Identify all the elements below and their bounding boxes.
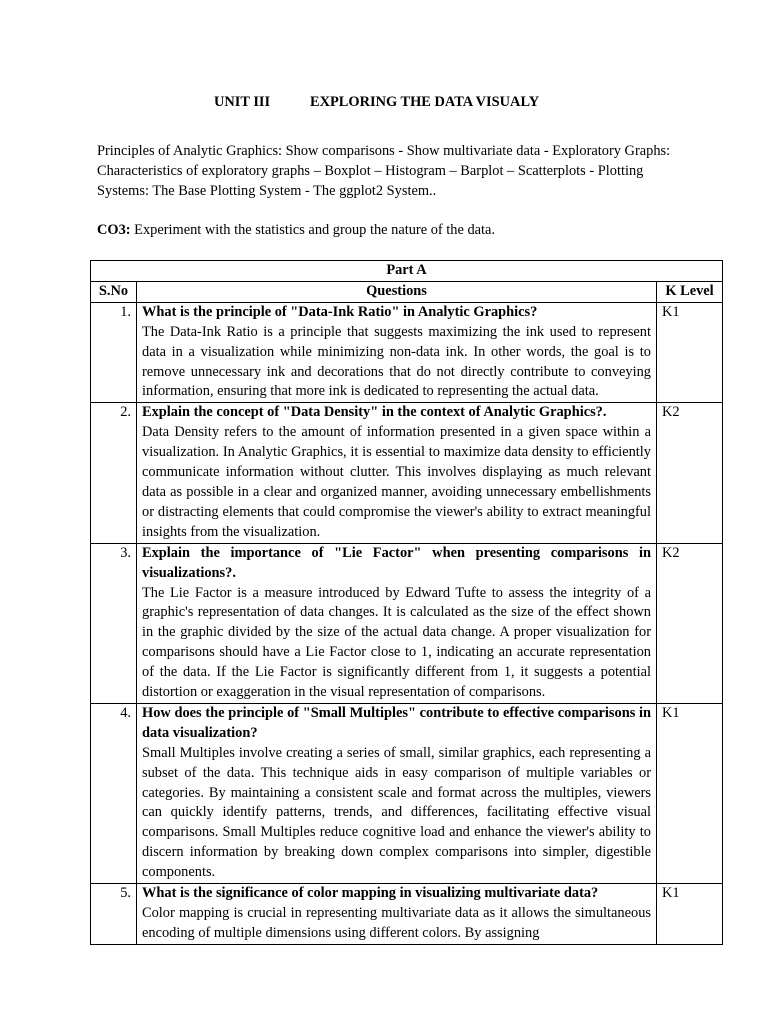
answer-text: Data Density refers to the amount of information presented in a given space within a visualization. In Analytic Graphics, it is essential to maximize data density to efficiently communicate information without clutter. This involves displaying as much relevant data as possible in a clear and organized manner, avoiding unnecessary embellishments or distracting elements that could compromise the viewer's ability to extract meaningful insights from the visualization. [142, 424, 651, 540]
row-number: 5. [91, 884, 137, 945]
course-outcome [97, 220, 495, 240]
question-text: Explain the importance of "Lie Factor" when presenting comparisons in visualizations?. [142, 544, 651, 581]
table-row [91, 703, 723, 883]
answer-text: Small Multiples involve creating a series of small, similar graphics, each representing a subset of the data. This technique aids in easy comparison of multiple variables or categories. By maintaining a consistent scale and format across the multiples, viewers can quickly identify patterns, trends, and differences, facilitating effective visual comparisons. Small Multiples reduce cognitive load and enhance the viewer's ability to discern information by breaking down complex comparisons into simpler, digestible components. [142, 744, 651, 881]
question-cell [137, 302, 657, 403]
course-outcome-text: Experiment with the statistics and group the nature of the data. [130, 222, 496, 238]
unit-number: UNIT III [214, 94, 271, 110]
question-cell [137, 543, 657, 703]
question-text: Explain the concept of "Data Density" in the context of Analytic Graphics?. [142, 404, 607, 421]
question-text: How does the principle of "Small Multiples" contribute to effective comparisons in data visualization? [142, 704, 651, 741]
row-number: 2. [91, 403, 137, 543]
table-row [91, 884, 723, 945]
part-title: Part A [91, 261, 723, 282]
part-header-row [91, 261, 723, 282]
table-row [91, 302, 723, 403]
question-text: What is the significance of color mapping in visualizing multivariate data? [142, 885, 599, 902]
row-number: 1. [91, 302, 137, 403]
column-header-row [91, 281, 723, 302]
k-level: K2 [657, 543, 723, 703]
answer-text: The Lie Factor is a measure introduced by Edward Tufte to assess the integrity of a graphic's representation of data changes. It is calculated as the size of the effect shown in the graphic divided by the size of the actual data change. A proper visualization for comparisons should have a Lie Factor close to 1, indicating an accurate representation of the data. If the Lie Factor is significantly different from 1, it suggests a potential distortion or exaggeration in the visual representation of comparisons. [142, 584, 651, 701]
table-row [91, 543, 723, 703]
syllabus-paragraph: Principles of Analytic Graphics: Show comparisons - Show multivariate data - Exploratory Graphs: Characteristics of exploratory graphs – Boxplot – Histogram – Barplot – Scatterplots - Plotting Systems: The Base Plotting System - The ggplot2 System.. [97, 143, 671, 199]
column-header-questions: Questions [137, 281, 657, 302]
question-cell [137, 884, 657, 945]
answer-text: The Data-Ink Ratio is a principle that suggests maximizing the ink used to represent data in a visualization while minimizing non-data ink. In other words, the goal is to remove unnecessary ink and decorations that do not directly contribute to conveying information, ensuring that more ink is dedicated to representing the actual data. [142, 323, 651, 400]
column-header-sno: S.No [91, 281, 137, 302]
row-number: 3. [91, 543, 137, 703]
questions-table [90, 260, 723, 945]
column-header-k-level: K Level [657, 281, 723, 302]
question-cell [137, 403, 657, 543]
row-number: 4. [91, 703, 137, 883]
course-outcome-label: CO3: [97, 222, 131, 238]
k-level: K2 [657, 403, 723, 543]
k-level: K1 [657, 302, 723, 403]
k-level: K1 [657, 703, 723, 883]
k-level: K1 [657, 884, 723, 945]
answer-text: Color mapping is crucial in representing multivariate data as it allows the simultaneous encoding of multiple dimensions using different colors. By assigning [142, 905, 651, 941]
question-cell [137, 703, 657, 883]
question-text: What is the principle of "Data-Ink Ratio" in Analytic Graphics? [142, 303, 538, 320]
table-row [91, 403, 723, 543]
unit-title: EXPLORING THE DATA VISUALY [310, 94, 540, 110]
